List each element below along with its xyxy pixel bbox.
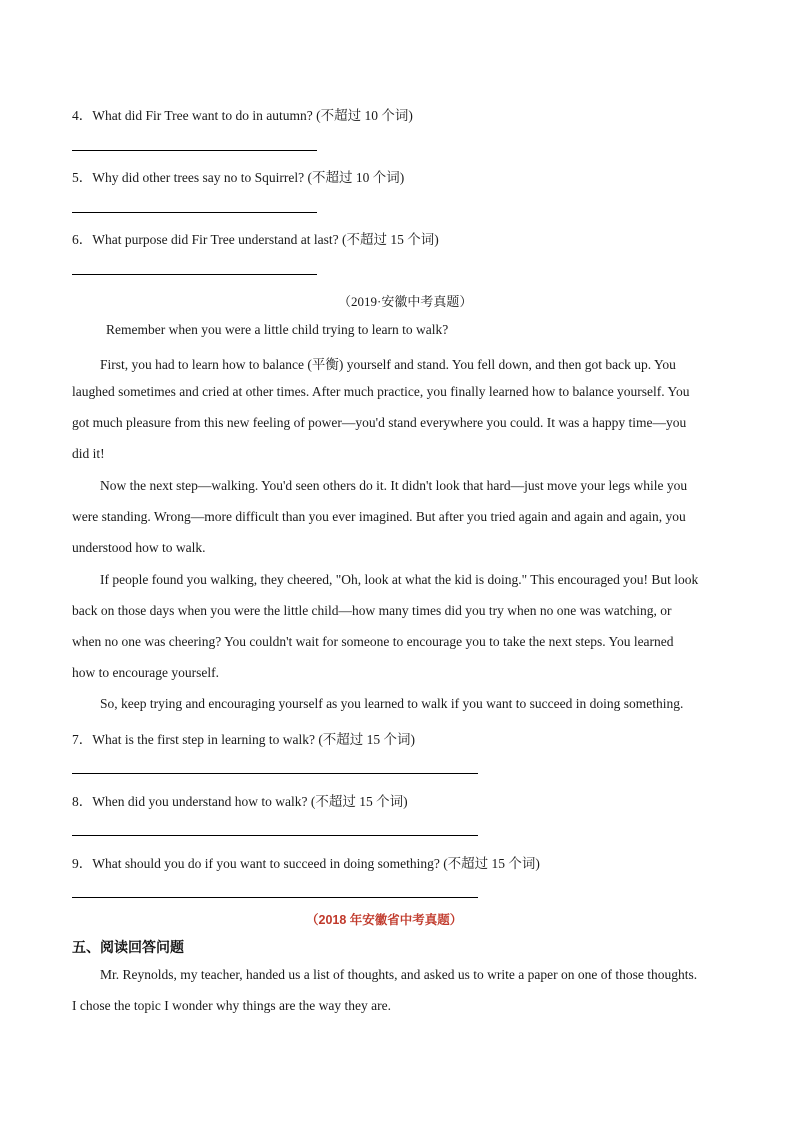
final-passage-line1: Mr. Reynolds, my teacher, handed us a list of thoughts, and asked us to write a paper on one of those thoughts. [100, 967, 698, 982]
passage-intro: Remember when you were a little child trying to learn to walk? [106, 322, 449, 337]
passage-p1-line2: laughed sometimes and cried at other times. After much practice, you finally learned how to balance yourself. You [72, 384, 690, 399]
passage-p3-line2: back on those days when you were the little child—how many times did you try when no one was watching, or [72, 603, 672, 618]
answer-line-7[interactable] [72, 773, 478, 774]
final-passage-line2: I chose the topic I wonder why things are the way they are. [72, 998, 392, 1013]
passage-p2-line3: understood how to walk. [72, 540, 206, 555]
passage-p1-line3: got much pleasure from this new feeling of power—you'd stand everywhere you could. It was a happy time—you [72, 415, 687, 430]
passage-p1-line4: did it! [72, 446, 105, 461]
passage-p4: So, keep trying and encouraging yourself as you learned to walk if you want to succeed in doing something. [100, 696, 684, 711]
source-label-2019: （2019·安徽中考真题） [338, 294, 473, 309]
answer-line-4[interactable] [72, 150, 317, 151]
question-9: 9．What should you do if you want to succeed in doing something? (不超过 15 个词) [72, 856, 540, 871]
question-5: 5．Why did other trees say no to Squirrel? (不超过 10 个词) [72, 170, 405, 185]
source-label-2018: （2018 年安徽省中考真题） [306, 913, 463, 927]
question-8: 8．When did you understand how to walk? (不超过 15 个词) [72, 794, 408, 809]
passage-p1-line1: First, you had to learn how to balance (平衡) yourself and stand. You fell down, and then got back up. You [100, 357, 676, 372]
passage-p2-line1: Now the next step—walking. You'd seen others do it. It didn't look that hard—just move your legs while you [100, 478, 688, 493]
question-7: 7．What is the first step in learning to walk? (不超过 15 个词) [72, 732, 416, 747]
answer-line-8[interactable] [72, 835, 478, 836]
question-4: 4．What did Fir Tree want to do in autumn? (不超过 10 个词) [72, 108, 413, 123]
question-6: 6．What purpose did Fir Tree understand at last? (不超过 15 个词) [72, 232, 439, 247]
section-heading: 五、阅读回答问题 [72, 939, 184, 955]
passage-p3-line1: If people found you walking, they cheered, "Oh, look at what the kid is doing." This encouraged you! But look [100, 572, 699, 587]
passage-p2-line2: were standing. Wrong—more difficult than you ever imagined. But after you tried again and again and again, you [72, 509, 686, 524]
answer-line-6[interactable] [72, 274, 317, 275]
answer-line-5[interactable] [72, 212, 317, 213]
passage-p3-line4: how to encourage yourself. [72, 665, 219, 680]
answer-line-9[interactable] [72, 897, 478, 898]
passage-p3-line3: when no one was cheering? You couldn't wait for someone to encourage you to take the next steps. You learned [72, 634, 674, 649]
